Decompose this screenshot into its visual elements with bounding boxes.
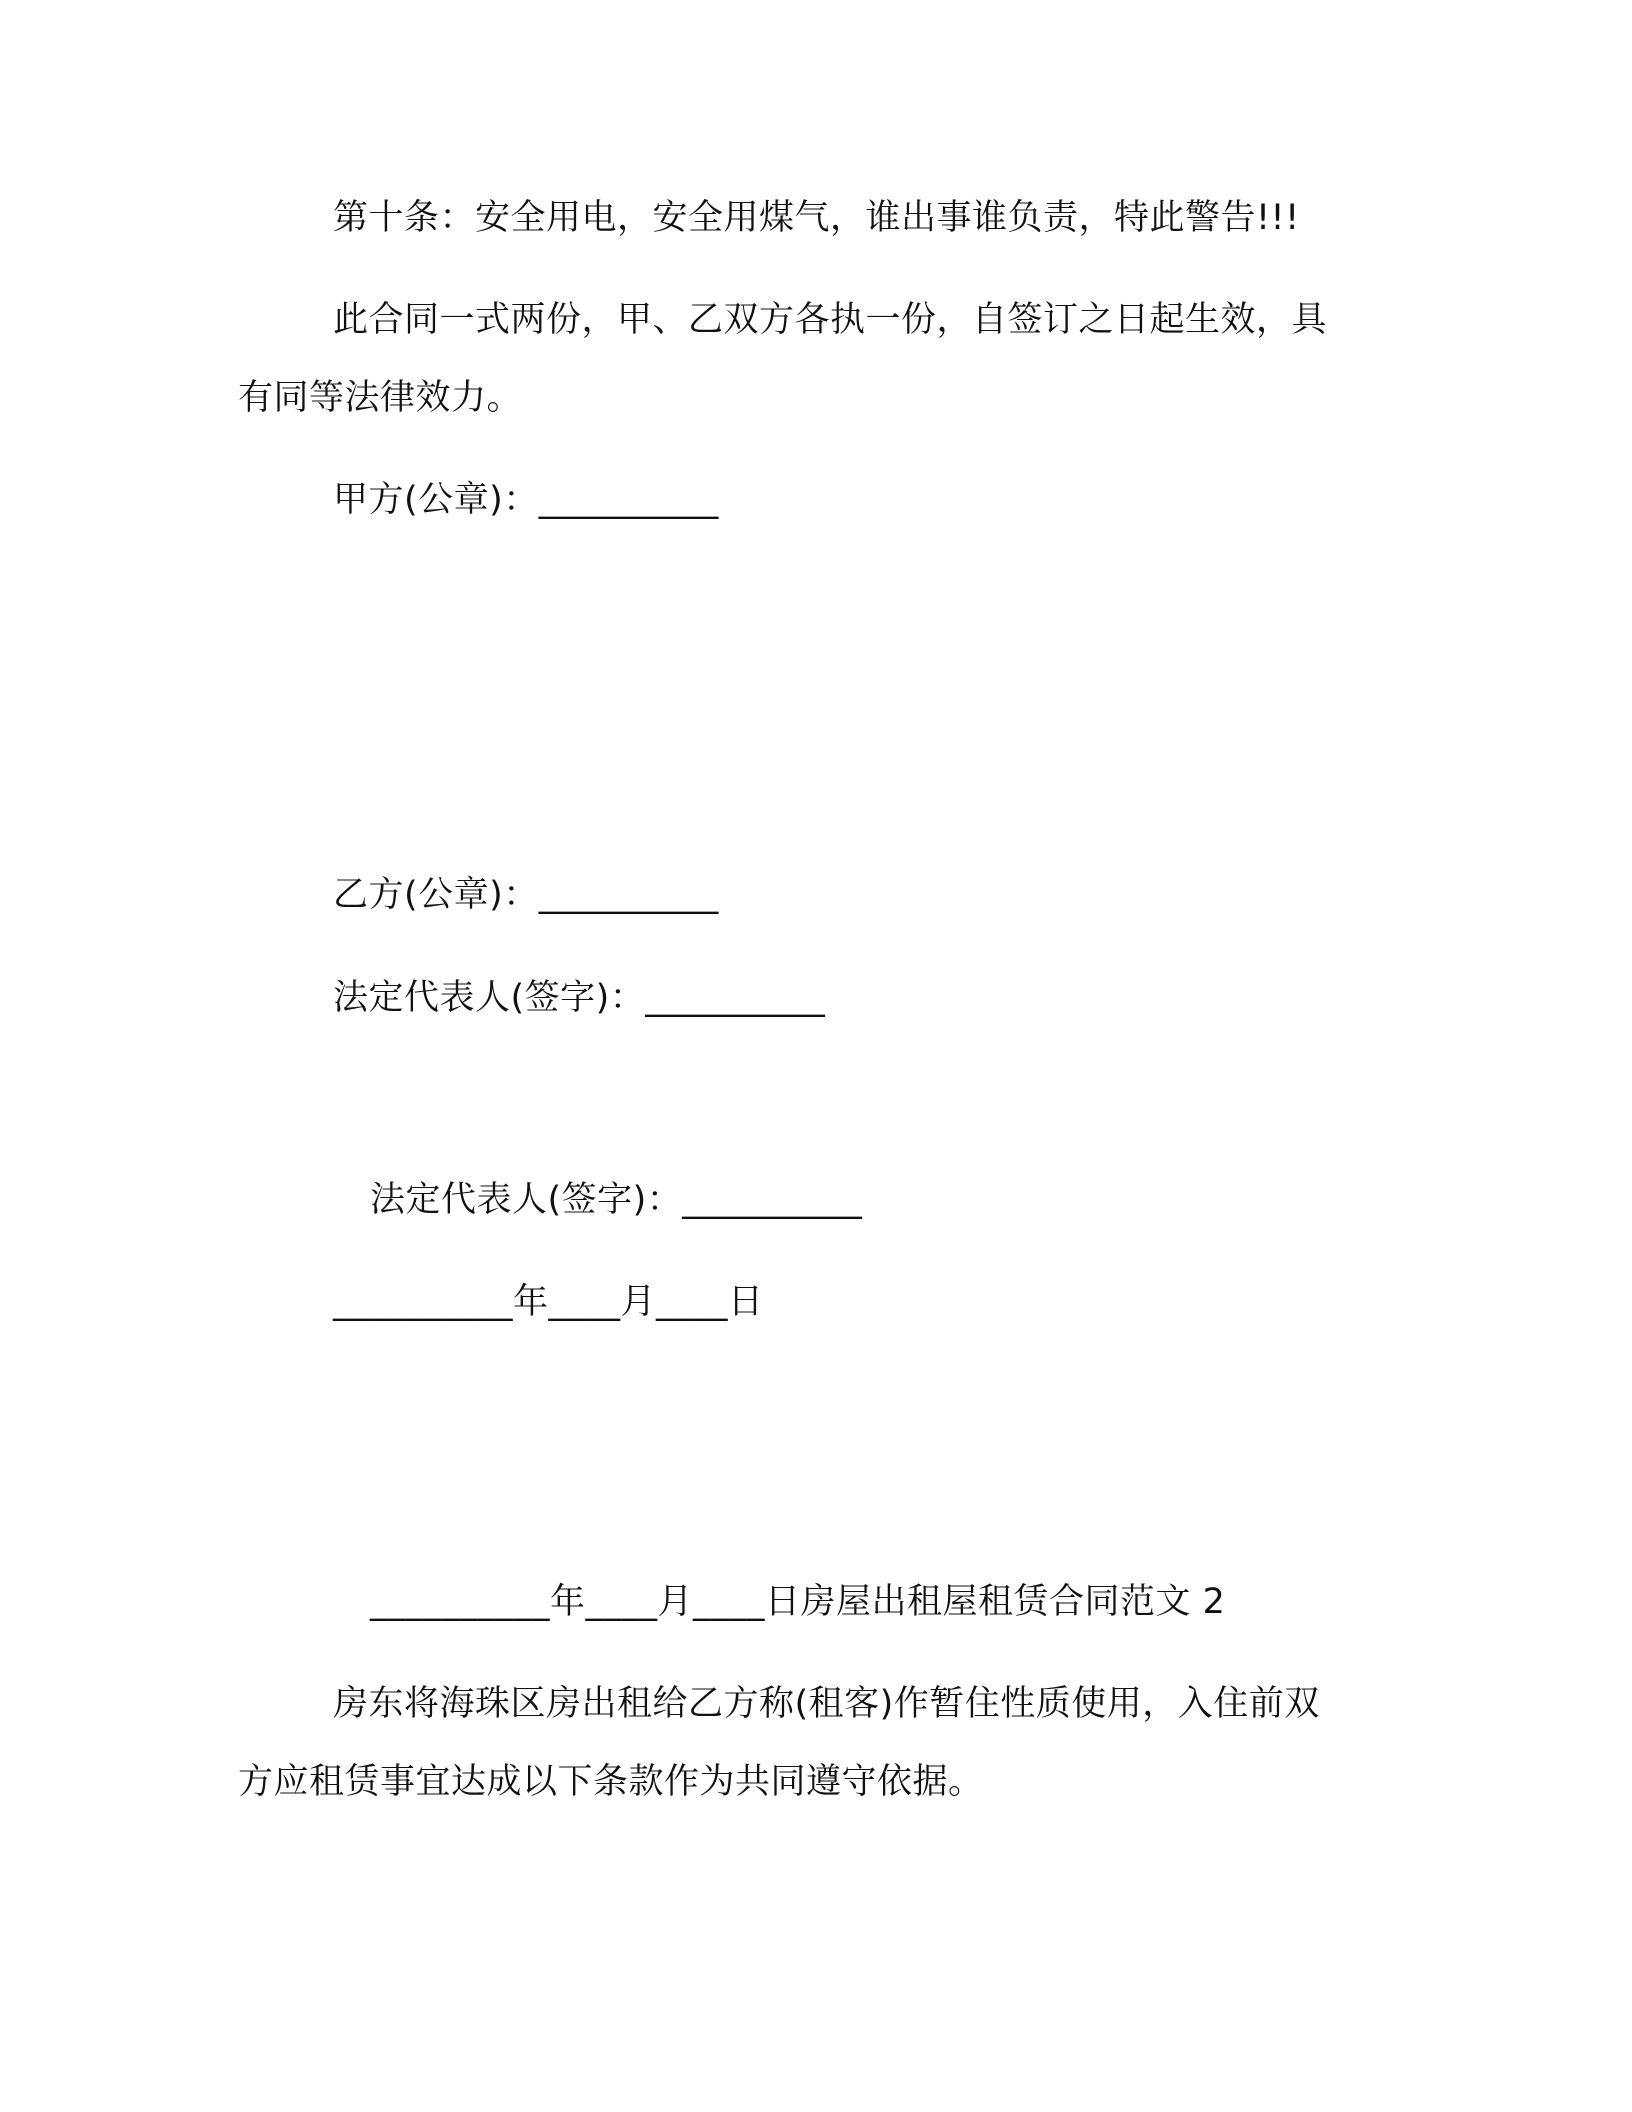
copies-clause-line-2: 有同等法律效力。: [238, 378, 523, 418]
party-b-seal-field: 乙方(公章)：__________: [333, 875, 719, 915]
next-contract-title: __________年____月____日房屋出租屋租赁合同范文 2: [370, 1582, 1226, 1622]
legal-representative-field-1: 法定代表人(签字)：__________: [333, 978, 826, 1018]
article-ten-clause: 第十条：安全用电，安全用煤气，谁出事谁负责，特此警告!!!: [333, 198, 1300, 238]
party-a-seal-field: 甲方(公章)：__________: [333, 480, 719, 520]
intro-paragraph-line-1: 房东将海珠区房出租给乙方称(租客)作暂住性质使用，入住前双: [333, 1684, 1320, 1724]
date-field: __________年____月____日: [333, 1282, 764, 1322]
intro-paragraph-line-2: 方应租赁事宜达成以下条款作为共同遵守依据。: [238, 1762, 984, 1802]
legal-representative-field-2: 法定代表人(签字)：__________: [370, 1180, 863, 1220]
copies-clause-line-1: 此合同一式两份，甲、乙双方各执一份，自签订之日起生效，具: [333, 300, 1328, 340]
